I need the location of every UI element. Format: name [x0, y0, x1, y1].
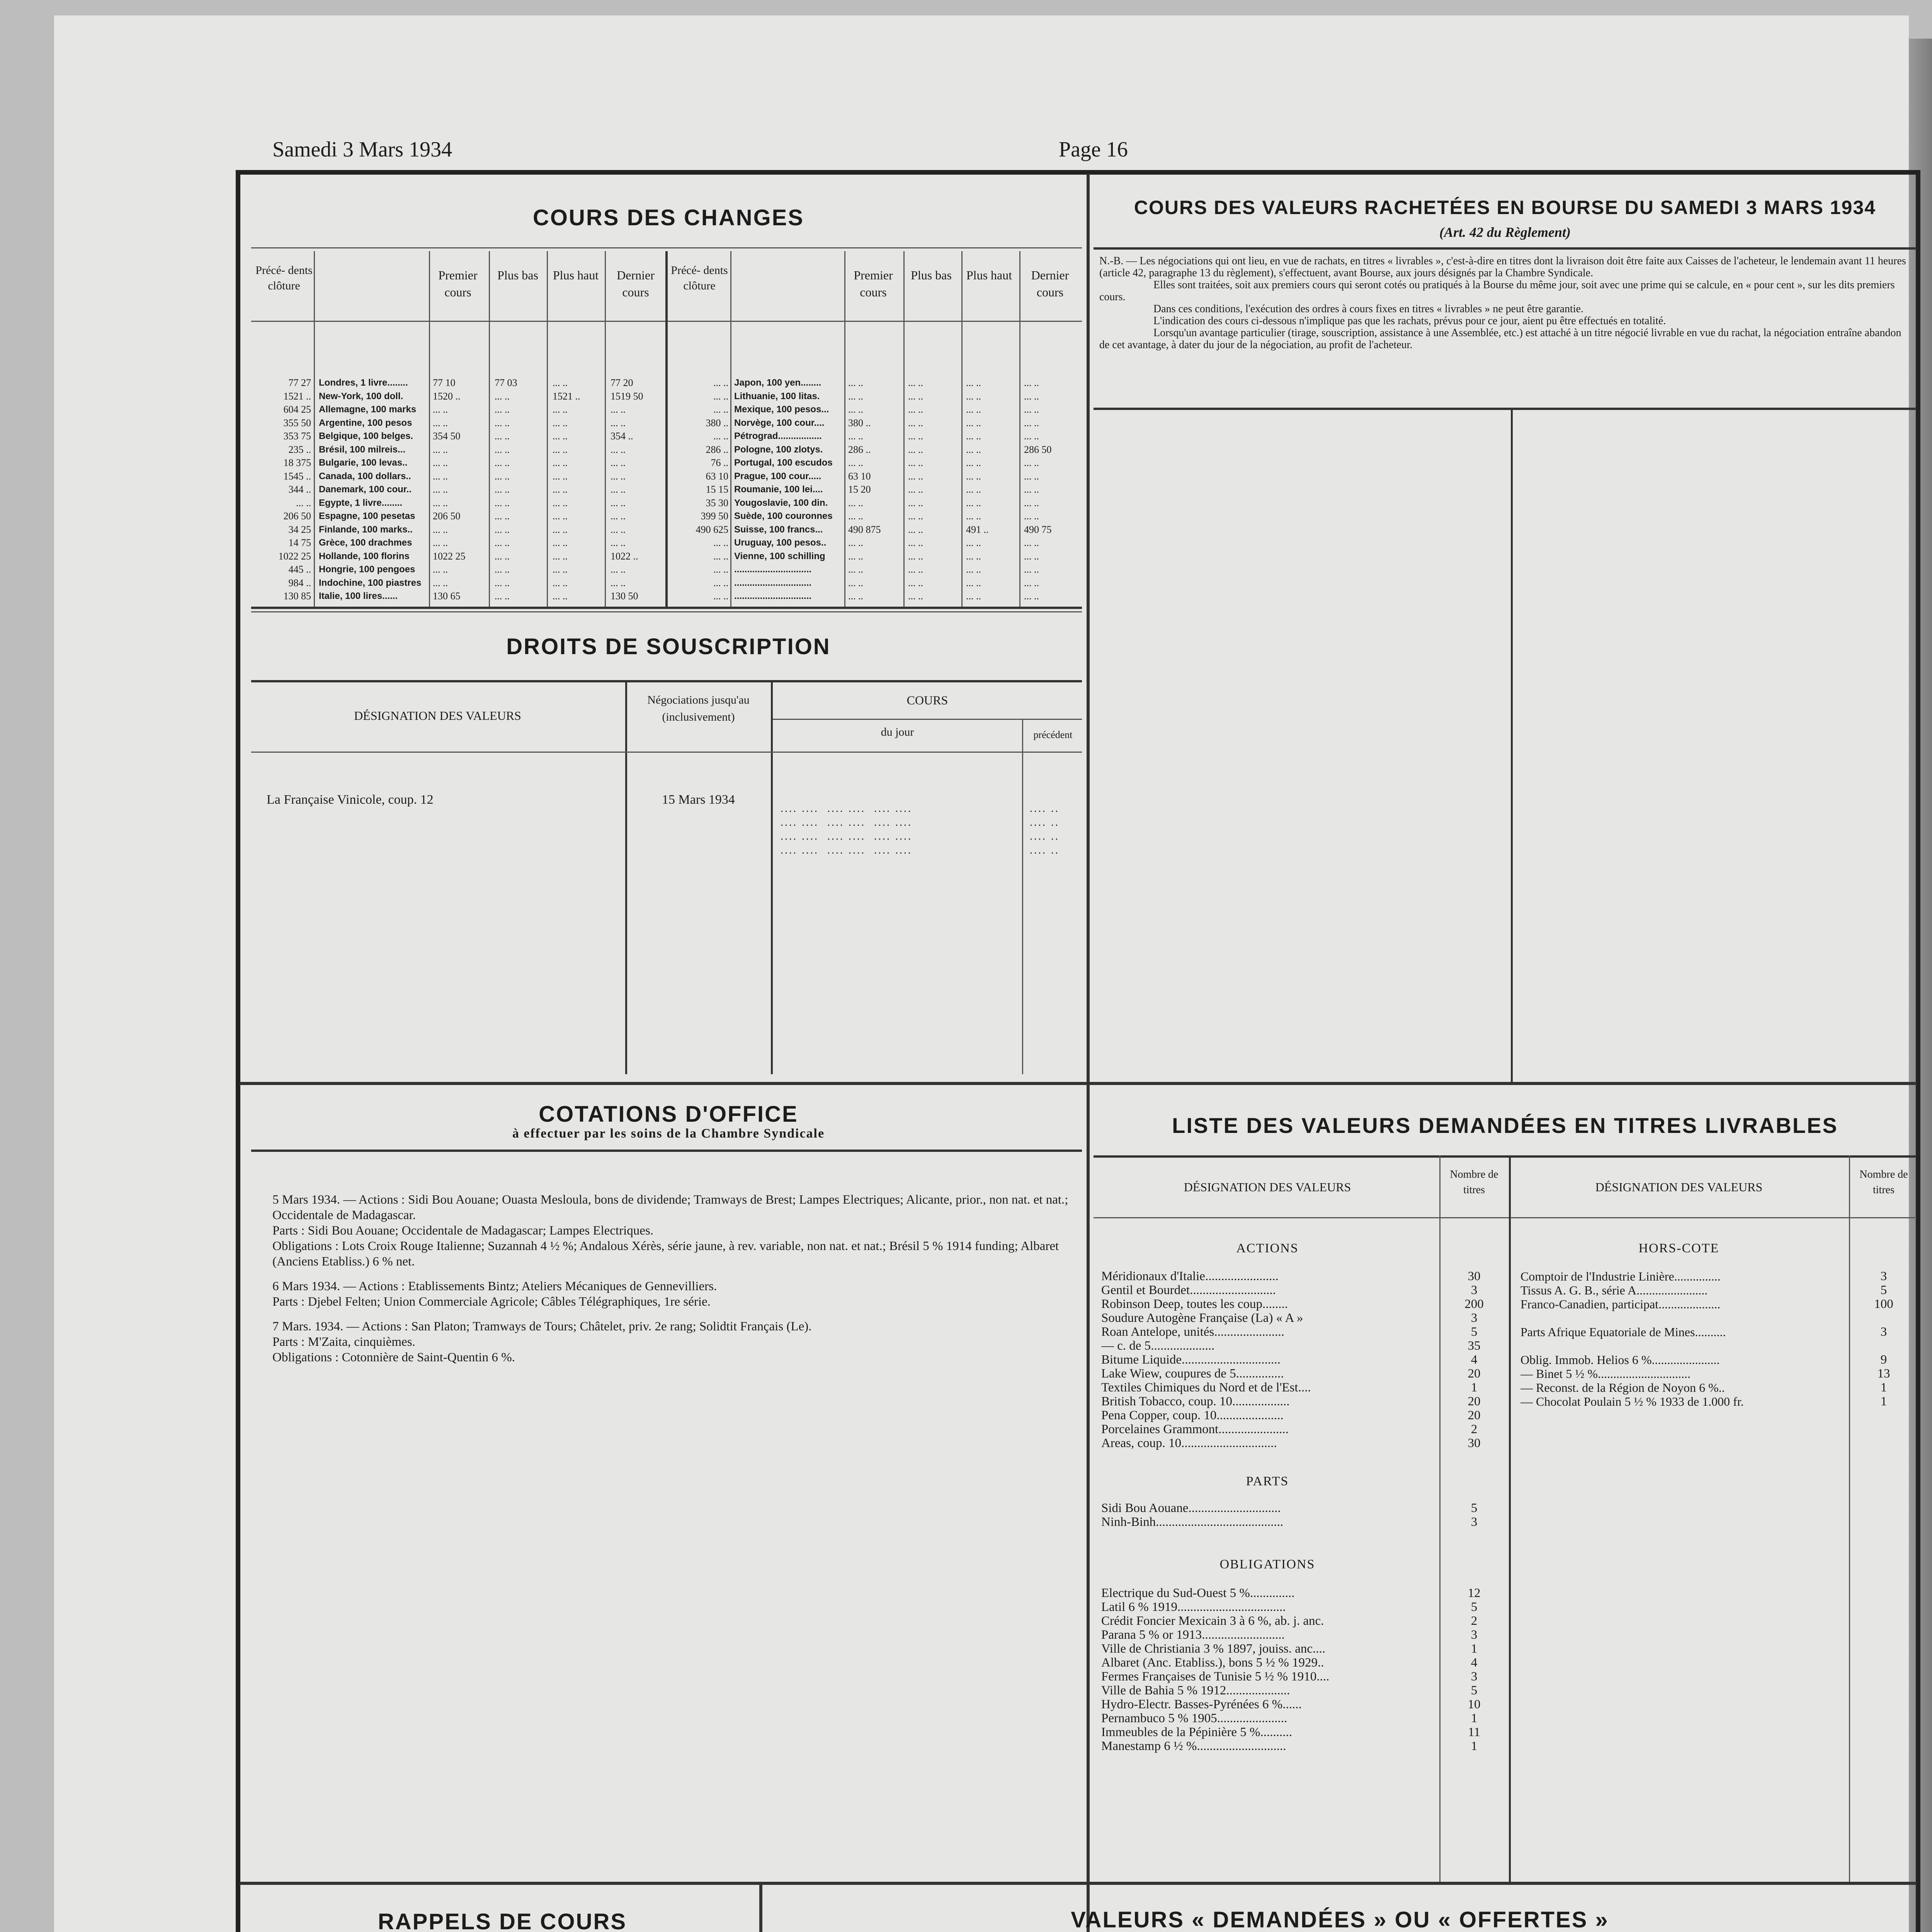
liste-title: LISTE DES VALEURS DEMANDÉES EN TITRES LIVRABLES [1172, 1113, 1838, 1138]
liste-parts-names: Sidi Bou Aouane............................. Ninh-Binh........................................ [1101, 1501, 1284, 1529]
souscription-row-date: 15 Mars 1934 [662, 793, 735, 807]
changes-header-dernier-right: Dernier cours [1031, 268, 1069, 299]
grid-line [1019, 251, 1020, 607]
changes-left-haut: ... .. 1521 .. ... .. ... .. ... .. ... .. ... .. ... .. ... .. ... .. ... .. ... .. ... .. ... .. ... .. ... .. ... .. [553, 377, 580, 602]
rule [1094, 408, 1917, 410]
changes-left-premier: 77 10 1520 .. ... .. ... .. 354 50 ... .. ... .. ... .. ... .. ... .. 206 50 ... .. ... .. 1022 25 ... .. ... .. 130 65 [433, 377, 466, 602]
liste-hors-nombres: 3 5 100 3 9 13 1 1 [1874, 1269, 1893, 1408]
rule [1094, 247, 1917, 250]
changes-right-prec: ... .. ... .. ... .. 380 .. ... .. 286 .. 76 .. 63 10 15 15 35 30 399 50 490 625 ... .. ... .. ... .. ... .. ... .. [696, 377, 728, 602]
souscription-title: DROITS DE SOUSCRIPTION [506, 634, 831, 659]
rachetees-subtitle: (Art. 42 du Règlement) [1439, 224, 1571, 240]
changes-header-bas-right: Plus bas [911, 268, 952, 282]
changes-right-dernier: ... .. ... .. ... .. ... .. ... .. 286 50 ... .. ... .. ... .. ... .. ... .. 490 75 ... .. ... .. ... .. ... .. ... .. [1024, 377, 1052, 602]
grid-line [489, 251, 490, 607]
liste-actions-title: ACTIONS [1236, 1241, 1299, 1255]
grid-line [844, 251, 845, 607]
souscription-header-precedent: précédent [1033, 729, 1073, 740]
grid-line [1511, 408, 1513, 1082]
grid-line [314, 251, 315, 607]
changes-left-names: Londres, 1 livre........ New-York, 100 doll. Allemagne, 100 marks Argentine, 100 pesos Belgique, 100 belges. Brésil, 100 milreis... Bulgarie, 100 levas.. Canada, 100 dollars.. Danemark, 100 cour.. Egypte, 1 livre........ Espagne, 100 pesetas Finlande, 100 marks.. Grèce, 100 drachmes Hollande, 100 florins Hongrie, 100 pengoes Indochine, 100 piastres Italie, 100 lires...... [319, 378, 422, 601]
grid-line [547, 251, 548, 607]
changes-header-premier: Premier cours [438, 268, 478, 299]
grid-line [961, 251, 963, 607]
rule [251, 247, 1082, 248]
liste-header-nombre-right: Nombre de titres [1859, 1168, 1908, 1196]
grid-line [429, 251, 430, 607]
changes-header-dernier: Dernier cours [617, 268, 655, 299]
grid-line [1849, 1155, 1850, 1882]
souscription-dots-prec: .... .. .... .. .... .. .... .. [1030, 803, 1060, 856]
changes-header-prec: Précé- dents clôture [255, 264, 313, 292]
changes-header-premier-right: Premier cours [854, 268, 893, 299]
rachetees-title: COURS DES VALEURS RACHETÉES EN BOURSE DU SAMEDI 3 MARS 1934 [1134, 197, 1876, 218]
liste-actions-names: Méridionaux d'Italie....................... Gentil et Bourdet........................... Robinson Deep, toutes les coup........ Soudure Autogène Française (La) « A » Roan Antelope, unités...................... — c. de 5.................... Bitume Liquide............................... Lake Wiew, coupures de 5............... Textiles Chimiques du Nord et de l'Est.... British Tobacco, coup. 10.................. Pena Copper, coup. 10..................... Porcelaines Grammont...................... Areas, coup. 10.............................. [1101, 1269, 1311, 1450]
liste-oblig-nombres: 12 5 2 3 1 4 3 5 10 1 11 1 [1468, 1586, 1481, 1753]
liste-oblig-names: Electrique du Sud-Ouest 5 %.............. Latil 6 % 1919.................................. Crédit Foncier Mexicain 3 à 6 %, ab. j. anc. Parana 5 % or 1913.......................... Ville de Christiania 3 % 1897, jouiss. anc.... Albaret (Anc. Etabliss.), bons 5 ½ % 1929.. Fermes Françaises de Tunisie 5 ½ % 1910.... Ville de Bahia 5 % 1912.................... Hydro-Electr. Basses-Pyrénées 6 %...... Pernambuco 5 % 1905...................... Immeubles de la Pépinière 5 %.......... Manestamp 6 ½ %............................ [1101, 1586, 1330, 1753]
changes-header-haut: Plus haut [553, 268, 599, 282]
changes-left-dernier: 77 20 1519 50 ... .. ... .. 354 .. ... .. ... .. ... .. ... .. ... .. ... .. ... .. ... .. 1022 .. ... .. ... .. 130 50 [611, 377, 643, 602]
rachetees-note: N.-B. — Les négociations qui ont lieu, en vue de rachats, en titres « livrables », c'est-à-dire en titres dont la livraison doit être faite aux Caisses de l'acheteur, le lendemain avant 11 heures (article 42, paragraphe 13 du règlement), s'effectuent, avant Bourse, aux jours désignés par la Chambre Syndicale. Elles sont traitées, soit aux premiers cours qui seront cotés ou pratiqués à la Bourse du même jour, soit avec une prime qui se calcule, en « pour cent », sur les dits premiers cours. Dans ces conditions, l'exécution des ordres à cours fixes en titres « livrables » ne peut être garantie. L'indication des cours ci-dessous n'implique pas que les rachats, prévus pour ce jour, aient pu être effectués en totalité. Lorsqu'un avantage particulier (tirage, souscription, assistance à une Assemblée, etc.) est attaché à un titre négocié livrable en vue du rachat, la négociation entraîne abandon de cet avantage, à dater du jour de la négociation, au profit de l'acheteur. [1099, 255, 1906, 351]
souscription-dots: .... .... .... .... .... .... .... .... .... .... .... .... .... .... .... .... .... .... .... .... .... .... .... .... [781, 803, 912, 856]
liste-hors-title: HORS-COTE [1638, 1241, 1719, 1255]
section-divider [240, 1082, 1917, 1085]
liste-header-nombre: Nombre de titres [1450, 1168, 1498, 1196]
grid-line [1439, 1155, 1440, 1882]
rule [251, 752, 1082, 753]
changes-title: COURS DES CHANGES [533, 205, 804, 230]
liste-header-designation: DÉSIGNATION DES VALEURS [1184, 1180, 1351, 1194]
rule [251, 680, 1082, 682]
changes-right-bas: ... .. ... .. ... .. ... .. ... .. ... .. ... .. ... .. ... .. ... .. ... .. ... .. ... .. ... .. ... .. ... .. ... .. [908, 377, 923, 602]
souscription-header-cours: COURS [906, 693, 948, 707]
rule [1094, 1217, 1917, 1218]
souscription-header-negociations: Négociations jusqu'au (inclusivement) [647, 694, 750, 723]
rule [251, 1150, 1082, 1152]
office-subtitle: à effectuer par les soins de la Chambre Syndicale [512, 1126, 825, 1141]
souscription-header-du-jour: du jour [881, 726, 914, 738]
changes-header-haut-right: Plus haut [966, 268, 1012, 282]
section-divider [240, 1882, 1917, 1885]
changes-right-names: Japon, 100 yen........ Lithuanie, 100 litas. Mexique, 100 pesos... Norvège, 100 cour.... Pétrograd................. Pologne, 100 zlotys. Portugal, 100 escudos Prague, 100 cour..... Roumanie, 100 lei.... Yougoslavie, 100 din. Suède, 100 couronnes Suisse, 100 francs... Uruguay, 100 pesos.. Vienne, 100 schilling .............................. .............................. .............................. [734, 378, 833, 601]
changes-left-prec: 77 27 1521 .. 604 25 355 50 353 75 235 .. 18 375 1545 .. 344 .. ... .. 206 50 34 25 14 75 1022 25 445 .. 984 .. 130 85 [278, 377, 311, 602]
changes-header-prec-right: Précé- dents clôture [671, 264, 728, 292]
liste-parts-nombres: 5 3 [1471, 1501, 1478, 1529]
changes-right-premier: ... .. ... .. ... .. 380 .. ... .. 286 .. ... .. 63 10 15 20 ... .. ... .. 490 875 ... .. ... .. ... .. ... .. ... .. [848, 377, 881, 602]
grid-line [1509, 1155, 1511, 1882]
grid-line [730, 251, 731, 607]
column-divider [1087, 174, 1090, 1932]
rule [251, 611, 1082, 612]
changes-header-bas: Plus bas [497, 268, 538, 282]
rule [773, 719, 1082, 720]
liste-actions-nombres: 30 3 200 3 5 35 4 20 1 20 20 2 30 [1464, 1269, 1484, 1450]
rule [1094, 1155, 1917, 1158]
grid-line [1022, 719, 1023, 1074]
demandees-title: VALEURS « DEMANDÉES » OU « OFFERTES » [1071, 1907, 1609, 1932]
liste-parts-title: PARTS [1246, 1474, 1289, 1488]
souscription-header-designation: DÉSIGNATION DES VALEURS [354, 709, 521, 723]
changes-left-bas: 77 03 ... .. ... .. ... .. ... .. ... .. ... .. ... .. ... .. ... .. ... .. ... .. ... .. ... .. ... .. ... .. ... .. [495, 377, 517, 602]
office-title: COTATIONS D'OFFICE [539, 1102, 798, 1127]
office-text: 5 Mars 1934. — Actions : Sidi Bou Aouane; Ouasta Mesloula, bons de dividende; Tramways de Brest; Lampes Electriques; Alicante, prior., non nat. et nat.; Occidentale de Madagascar. Parts : Sidi Bou Aouane; Occidentale de Madagascar; Lampes Electriques. Obligations : Lots Croix Rouge Italienne; Suzannah 4 ½ %; Andalous Xérès, série jaune, à rev. variable, non nat. et nat.; Brésil 5 % 1914 funding; Albaret (Anciens Etabliss.) 6 % net. 6 Mars 1934. — Actions : Etablissements Bintz; Ateliers Mécaniques de Gennevilliers. Parts : Djebel Felten; Union Commerciale Agricole; Câbles Télégraphiques, 1re série. 7 Mars. 1934. — Actions : San Platon; Tramways de Tours; Châtelet, priv. 2e rang; Solidtit Français (Le). Parts : M'Zaita, cinquièmes. Obligations : Cotonnière de Saint-Quentin 6 %. [272, 1193, 1068, 1364]
rappels-title: RAPPELS DE COURS [378, 1909, 627, 1932]
grid-line [665, 251, 668, 607]
rule [251, 607, 1082, 609]
section-divider [759, 1882, 762, 1932]
changes-right-haut: ... .. ... .. ... .. ... .. ... .. ... .. ... .. ... .. ... .. ... .. ... .. 491 .. ... .. ... .. ... .. ... .. ... .. [966, 377, 989, 602]
grid-line [605, 251, 606, 607]
liste-header-designation-right: DÉSIGNATION DES VALEURS [1595, 1180, 1763, 1194]
liste-hors-names: Comptoir de l'Industrie Linière............... Tissus A. G. B., série A....................... Franco-Canadien, participat.................... Parts Afrique Equatoriale de Mines.......... Oblig. Immob. Helios 6 %...................... — Binet 5 ½ %.............................. — Reconst. de la Région de Noyon 6 %.. — Chocolat Poulain 5 ½ % 1933 de 1.000 fr. [1520, 1269, 1744, 1408]
header-date: Samedi 3 Mars 1934 [272, 138, 452, 162]
grid-line [903, 251, 905, 607]
grid-line [625, 680, 627, 1074]
header-page-number: Page 16 [1059, 138, 1128, 162]
souscription-row-name: La Française Vinicole, coup. 12 [267, 793, 434, 807]
liste-oblig-title: OBLIGATIONS [1219, 1557, 1315, 1571]
